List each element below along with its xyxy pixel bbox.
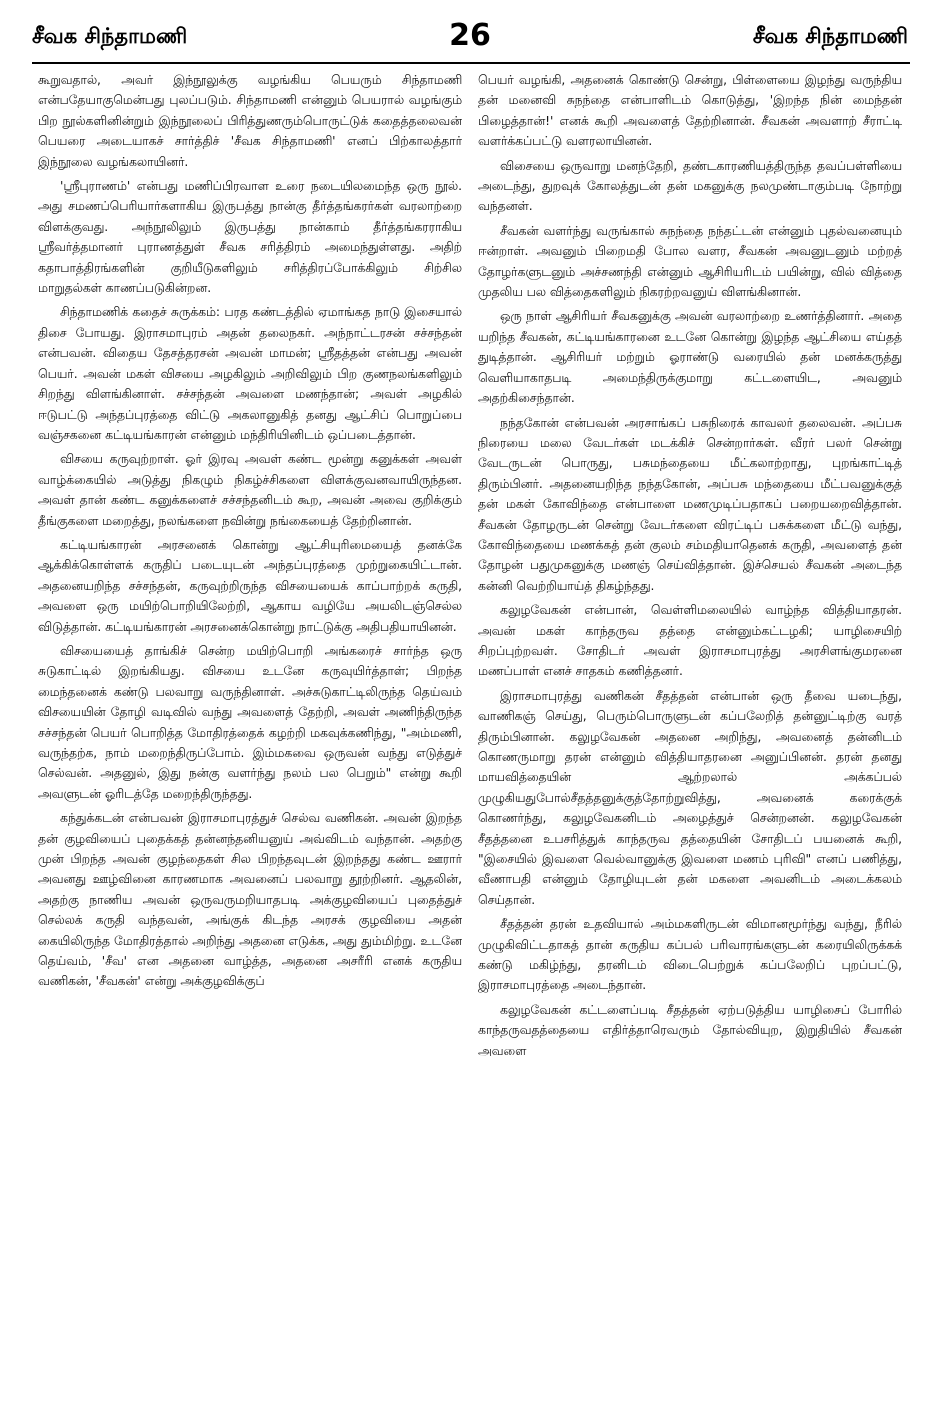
paragraph: இராசமாபுரத்து வணிகன் சீதத்தன் என்பான் ஒரு தீவை யடைந்து, வாணிகஞ் செய்து, பெரும்பொருளுடன் கப்பலேறித் தன்னுட்டிற்கு வரத் திரும்பினான். கலுழவேகன் அதனை அறிந்து, அவனைத் தன்னிடம் கொணருமாறு தரன் என்னும் வித்தியாதரனை அனுப்பினன். தரன் தனது மாயவித்தையின் ஆற்றலால் அக்கப்பல் முழுகியதுபோல்சீதத்தனுக்குத்தோற்றுவித்து, அவனைக் கரைக்குக் கொணர்ந்து, கலுழவேகனிடம் அழைத்துச் சென்றனன். கலுழவேகன் சீதத்தனை உபசரித்துக் காந்தருவ தத்தையின் சோதிடப் பயனைக் கூறி, "இசையில் இவளை வெல்வானுக்கு இவளை மணம் புரிவி" எனப் பணித்து, வீணாபதி என்னும் தோழியுடன் தன் மகளை அவனிடம் அடைக்கலம் செய்தான்.: [478, 688, 902, 907]
paragraph: கலுழவேகன் கட்டளைப்படி சீதத்தன் ஏற்படுத்திய யாழிசைப் போரில் காந்தருவதத்தையை எதிர்த்தாரெவரும் தோல்வியுற, இறுதியில் சீவகன் அவளை: [478, 1002, 902, 1058]
page-number: 26: [449, 18, 491, 53]
paragraph: விசயையைத் தாங்கிச் சென்ற மயிற்பொறி அங்கரைச் சார்ந்த ஒரு சுடுகாட்டில் இறங்கியது. விசயை உடனே கருவுயிர்த்தாள்; பிறந்த மைந்தனைக் கண்டு பலவாறு வருந்தினாள். அச்சுடுகாட்டிலிருந்த தெய்வம் விசயையின் தோழி வடிவில் வந்து அவளைத் தேற்றி, அவள் அணிந்திருந்த சச்சந்தன் பெயர் பொறித்த மோதிரத்தைக் கழற்றி மகவுக்கணிந்து, "அம்மணி, வருந்தற்க, நாம் மறைந்திருப்போம். இம்மகவை ஒருவன் வந்து எடுத்துச் செல்வன். அதனுல், இது நன்கு வளர்ந்து நலம் பல பெறும்" என்று கூறி அவளுடன் ஓரிடத்தே மறைந்திருந்தது.: [38, 643, 462, 801]
running-title-right: சீவக சிந்தாமணி: [752, 24, 908, 48]
paragraph: சிந்தாமணிக் கதைச் சுருக்கம்: பரத கண்டத்தில் ஏமாங்கத நாடு இசையால் திசை போயது. இராசமாபுரம் அதன் தலைநகர். அந்நாட்டரசன் சச்சந்தன் என்பவன். விதைய தேசத்தரசன் அவன் மாமன்; ஸ்ரீதத்தன் என்பது அவன் பெயர். அவன் மகள் விசயை அழகிலும் அறிவிலும் பிற குணநலங்களிலும் சிறந்து விளங்கினாள். சச்சந்தன் அவளை மணந்தான்; அவள் அழகில் ஈடுபட்டு அந்தப்புரத்தை விட்டு அகலானுகித் தனது ஆட்சிப் பொறுப்பை வஞ்சகனை கட்டியங்காரன் என்னும் மந்திரியினிடம் ஒப்படைத்தான்.: [38, 305, 462, 442]
paragraph: கலுழவேகன் என்பான், வெள்ளிமலையில் வாழ்ந்த வித்தியாதரன். அவன் மகள் காந்தருவ தத்தை என்னும்கட்டழகி; யாழிசையிற் சிறப்புற்றவள். சோதிடர் அவள் இராசமாபுரத்து அரசிளங்குமரனை மணப்பாள் எனச் சாதகம் கணித்தனர்.: [478, 603, 902, 679]
paragraph: கூறுவதால், அவர் இந்நூலுக்கு வழங்கிய பெயரும் சிந்தாமணி என்பதேயாகுமென்பது புலப்படும். சிந்தாமணி என்னும் பெயரால் வழங்கும் பிற நூல்களினின்றும் இந்நூலைப் பிரித்துணரும்பொருட்டுக் கதைத்தலைவன் பெயரை அடையாகச் சார்த்திச் 'சீவக சிந்தாமணி' எனப் பிற்காலத்தார் இந்நூலை வழங்கலாயினர்.: [38, 73, 462, 169]
running-title-left: சீவக சிந்தாமணி: [32, 24, 188, 48]
paragraph: சீவகன் வளர்ந்து வருங்கால் சுநந்தை நந்தட்டன் என்னும் புதல்வனையும் ஈன்றாள். அவனும் பிறைமதி போல வளர, சீவகன் அவனுடனும் மற்றத் தோழர்களுடனும் அச்சணந்தி என்னும் ஆசிரியரிடம் பயின்று, வில் வித்தை முதலிய பல வித்தைகளிலும் நிகரற்றவனுய் விளங்கினான்.: [478, 223, 902, 300]
left-column: [38, 70, 462, 1410]
paragraph: நந்தகோன் என்பவன் அரசாங்கப் பசுநிரைக் காவலர் தலைவன். அப்பசு நிரையை மலை வேடர்கள் மடக்கிச் சென்றார்கள். வீரர் பலர் சென்று வேடருடன் பொருது, பசுமந்தையை மீட்கலாற்றாது, புறங்காட்டித் திரும்பினர். அதனையறிந்த நந்தகோன், அப்பசு மந்தையை மீட்பவனுக்குத் தன் மகள் கோவிந்தை என்பாளை மணமுடிப்பதாகப் பறையறைவித்தான். சீவகன் தோழருடன் சென்று வேடர்களை விரட்டிப் பசுக்களை மீட்டு வந்து, கோவிந்தையை மணக்கத் தன் குலம் சம்மதியாதெனக் கருதி, அவளைத் தன் தோழன் பதுமுகனுக்கு மணஞ் செய்வித்தான். இச்செயல் சீவகன் அடைந்த கன்னி வெற்றியாய்த் திகழ்ந்தது.: [478, 415, 902, 593]
right-column: [478, 70, 902, 1410]
paragraph: கட்டியங்காரன் அரசனைக் கொன்று ஆட்சியுரிமையைத் தனக்கே ஆக்கிக்கொள்ளக் கருதிப் படையுடன் அந்தப்புரத்தை முற்றுகையிட்டான். அதனையறிந்த சச்சந்தன், கருவுற்றிருந்த விசயையைக் காப்பாற்றக் கருதி, அவளை ஒரு மயிற்பொறியிலேற்றி, ஆகாய வழியே அயலிடஞ்செல்ல விடுத்தான். கட்டியங்காரன் அரசனைக்கொன்று நாட்டுக்கு அதிபதியாயினன்.: [38, 537, 462, 634]
paragraph: விசையை ஒருவாறு மனந்தேறி, தண்டகாரணியத்திருந்த தவப்பள்ளியை அடைந்து, துறவுக் கோலத்துடன் தன் மகனுக்கு நலமுண்டாகும்படி நோற்று வந்தனள்.: [478, 158, 902, 214]
paragraph: 'ஸ்ரீபுராணம்' என்பது மணிப்பிரவாள உரை நடையிலமைந்த ஒரு நூல். அது சமணப்பெரியார்களாகிய இருபத்து நான்கு தீர்த்தங்கரர்கள் வரலாற்றை விளக்குவது. அந்நூலிலும் இருபத்து நான்காம் தீர்த்தங்கரராகிய ஸ்ரீவர்த்தமானர் புராணத்துள் சீவக சரித்திரம் அமைந்துள்ளது. அதிற் கதாபாத்திரங்களின் குறியீடுகளிலும் சரித்திரப்போக்கிலும் சிற்சில மாறுதல்கள் காணப்படுகின்றன.: [38, 179, 462, 296]
paragraph: சீதத்தன் தரன் உதவியால் அம்மகளிருடன் விமானமூர்ந்து வந்து, நீரில் முழுகிவிட்டதாகத் தான் கருதிய கப்பல் பரிவாரங்களுடன் கரையிலிருக்கக் கண்டு மகிழ்ந்து, தரனிடம் விடைபெற்றுக் கப்பலேறிப் புறப்பட்டு, இராசமாபுரத்தை அடைந்தான்.: [478, 917, 902, 993]
paragraph: கந்துக்கடன் என்பவன் இராசமாபுரத்துச் செல்வ வணிகன். அவன் இறந்த தன் குழவியைப் புதைக்கத் தன்னந்தனியனுய் அவ்விடம் வந்தான். அதற்கு முன் பிறந்த அவன் குழந்தைகள் சில பிறந்தவுடன் இறந்தது கண்ட ஊரார் அவனது ஊழ்வினை காரணமாக அவனைப் பலவாறு தூற்றினர். ஆதலின், அதற்கு நாணிய அவன் ஒருவருமறியாதபடி அக்குழவியைப் புதைத்துச் செல்லக் கருதி வந்தவன், அங்குக் கிடந்த அரசக் குழவியை அதன் கையிலிருந்த மோதிரத்தால் அறிந்து அதனை எடுக்க, அது தும்மிற்று. உடனே தெய்வம், 'சீவ' என அதனை வாழ்த்த, அதனை அசரீரி எனக் கருதிய வணிகன், 'சீவகன்' என்று அக்குழவிக்குப்: [38, 811, 462, 989]
paragraph: ஒரு நாள் ஆசிரியர் சீவகனுக்கு அவன் வரலாற்றை உணர்த்தினார். அதை யறிந்த சீவகன், கட்டியங்காரனை உடனே கொன்று இழந்த ஆட்சியை எய்தத் துடித்தான். ஆசிரியர் மற்றும் ஓராண்டு வரையில் தன் மனக்கருத்து வெளியாகாதபடி அமைந்திருக்குமாறு கட்டளையிட, அவனும் அதற்கிசைந்தான்.: [478, 309, 902, 406]
paragraph: பெயர் வழங்கி, அதனைக் கொண்டு சென்று, பிள்ளையை இழந்து வருந்திய தன் மனைவி சுநந்தை என்பாளிடம் கொடுத்து, 'இறந்த நின் மைந்தன் பிழைத்தான்!' எனக் கூறி அவளைத் தேற்றினான். சீவகன் அவளாற் சீராட்டி வளர்க்கப்பட்டு வளரலாயினன்.: [478, 73, 902, 149]
page-header: [24, 16, 916, 56]
header-rule: [32, 62, 910, 64]
paragraph: விசயை கருவுற்றாள். ஓர் இரவு அவள் கண்ட மூன்று கனுக்கள் அவள் வாழ்க்கையில் அடுத்து நிகழும் நிகழ்ச்சிகளை விளக்குவனவாயிருந்தன. அவள் தான் கண்ட கனுக்களைச் சச்சந்தனிடம் கூற, அவன் அவை குறிக்கும் தீங்குகளை மறைத்து, நலங்களை நவின்று நங்கையைத் தேற்றினான்.: [38, 452, 462, 528]
